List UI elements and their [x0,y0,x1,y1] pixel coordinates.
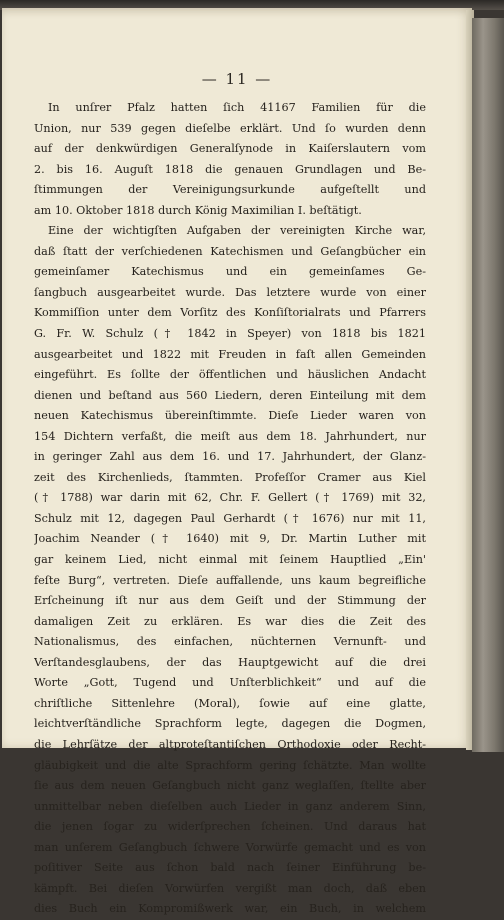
text-line: zeit des Kirchenlieds, ſtammten. Profeſſor Cramer aus Kiel [34,470,426,484]
text-line: kämpft. Bei dieſen Vorwürfen vergißt man doch, daß eben [34,881,426,895]
page-number: — 11 — [201,70,273,88]
text-line: dienen und beſtand aus 560 Liedern, deren Einteilung mit dem [34,388,426,402]
text-line: G. Fr. W. Schulz († 1842 in Speyer) von 1818 bis 1821 [34,327,426,341]
text-line: die jenen ſogar zu widerſprechen ſcheinen. Und daraus hat [34,820,426,834]
text-line: gemeinſamer Katechismus und ein gemeinſames Ge- [34,265,426,279]
text-line: neuen Katechismus übereinſtimmte. Dieſe Lieder waren von [34,409,426,423]
text-line: ſangbuch ausgearbeitet wurde. Das letztere wurde von einer [34,285,426,299]
text-line: leichtverſtändliche Sprachform legte, dagegen die Dogmen, [34,717,426,731]
text-line: Kommiſſion unter dem Vorſitz des Konſiſtorialrats und Pfarrers [34,306,426,320]
text-line: 2. bis 16. Auguſt 1818 die genauen Grundlagen und Be- [34,162,426,176]
text-line: Joachim Neander († 1640) mit 9, Dr. Martin Luther mit [34,532,426,546]
text-line: Verſtandesglaubens, der das Hauptgewicht auf die drei [34,655,426,669]
text-line: ſtimmungen der Vereinigungsurkunde aufgeſtellt und [34,183,426,197]
text-line: Eine der wichtigſten Aufgaben der vereinigten Kirche war, [48,224,426,238]
text-line: Worte „Gott, Tugend und Unſterblichkeit“ und auf die [34,676,426,690]
text-line: gläubigkeit und die alte Sprachform gering ſchätzte. Man wollte [34,758,426,772]
text-line: († 1788) war darin mit 62, Chr. F. Gellert († 1769) mit 32, [34,491,426,505]
text-line: chriſtliche Sittenlehre (Moral), ſowie auf eine glatte, [34,696,426,710]
text-line: poſitiver Seite aus ſchon bald nach ſeiner Einführung be- [34,861,426,875]
text-line: In unſrer Pfalz hatten ſich 41167 Familien für die [48,101,426,114]
text-line: die Lehrſätze der altproteſtantiſchen Orthodoxie oder Recht- [34,737,426,751]
text-line: Erſcheinung iſt nur aus dem Geiſt und der Stimmung der [34,594,426,608]
text-line: man unſerem Geſangbuch ſchwere Vorwürfe gemacht und es von [34,840,426,854]
text-line: Schulz mit 12, dagegen Paul Gerhardt († 1676) nur mit 11, [34,511,426,525]
text-line: Union, nur 539 gegen dieſelbe erklärt. Und ſo wurden denn [34,121,426,135]
book-cover-edge [472,18,504,752]
text-line: dies Buch ein Kompromißwerk war, ein Buch, in welchem [34,902,426,916]
text-line: daß ſtatt der verſchiedenen Katechismen und Geſangbücher ein [34,244,426,258]
text-line: auf der denkwürdigen Generalſynode in Kaiſerslautern vom [34,142,426,156]
body-text [34,98,426,920]
text-line: feſte Burg“, vertreten. Dieſe auffallende, uns kaum begreifliche [34,573,426,587]
text-line: in geringer Zahl aus dem 16. und 17. Jahrhundert, der Glanz- [34,450,426,464]
text-line: damaligen Zeit zu erklären. Es war dies die Zeit des [34,614,426,628]
text-line: unmittelbar neben dieſelben auch Lieder in ganz anderem Sinn, [34,799,426,813]
text-line: ſie aus dem neuen Geſangbuch nicht ganz weglaſſen, ſtellte aber [34,779,426,793]
text-line: 154 Dichtern verfaßt, die meiſt aus dem 18. Jahrhundert, nur [34,429,426,443]
text-line: Nationalismus, des einfachen, nüchternen Vernunft- und [34,635,426,649]
text-line: eingeführt. Es ſollte der öffentlichen und häuslichen Andacht [34,368,426,382]
text-line: gar keinem Lied, nicht einmal mit ſeinem Hauptlied „Ein' [34,553,426,567]
book-page [2,8,472,916]
text-line: am 10. Oktober 1818 durch König Maximilian I. beſtätigt. [34,203,362,217]
text-line: ausgearbeitet und 1822 mit Freuden in faſt allen Gemeinden [34,347,426,361]
